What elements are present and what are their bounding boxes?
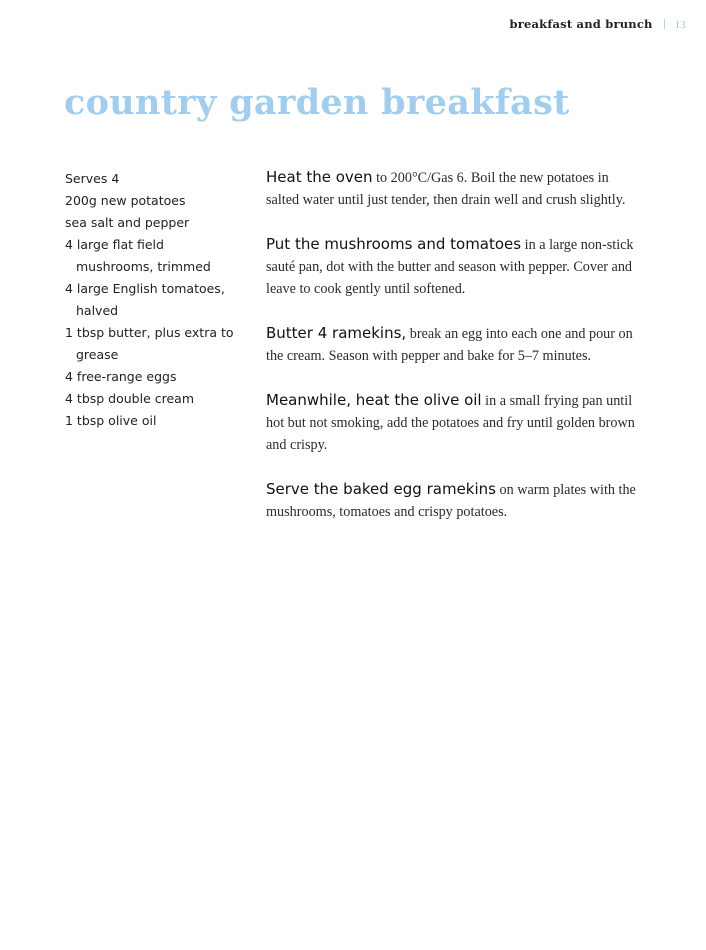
method-step (266, 389, 641, 456)
method-step (266, 322, 641, 367)
ingredient-item: 4 free-range eggs (65, 369, 177, 384)
ingredients-column (65, 168, 235, 432)
ingredient-item: 200g new potatoes (65, 193, 186, 208)
method-column (266, 166, 641, 545)
step-text: break an egg into each one and pour on the cream. Season with pepper and bake for 5–7 minutes. (266, 326, 633, 364)
step-text: to 200°C/Gas 6. Boil the new potatoes in salted water until just tender, then drain well and crush slightly. (266, 170, 626, 208)
running-header (510, 17, 686, 31)
method-step (266, 478, 641, 523)
ingredient-item: 4 tbsp double cream (65, 391, 195, 406)
step-lead: Heat the oven (266, 168, 373, 186)
step-lead: Butter 4 ramekins, (266, 324, 407, 342)
ingredient-item: 1 tbsp olive oil (65, 413, 157, 428)
ingredient-item: 4 large flat field mushrooms, trimmed (65, 237, 211, 274)
section-title: breakfast and brunch (509, 17, 653, 31)
ingredient-list (65, 190, 235, 432)
ingredient-item: sea salt and pepper (65, 215, 190, 230)
serves-label: Serves 4 (65, 171, 120, 186)
step-lead: Put the mushrooms and tomatoes (266, 235, 522, 253)
header-divider (664, 19, 665, 29)
page-number: 13 (674, 19, 686, 31)
step-text: on warm plates with the mushrooms, tomatoes and crispy potatoes. (266, 482, 636, 520)
step-lead: Serve the baked egg ramekins (266, 480, 496, 498)
method-step (266, 166, 641, 211)
ingredient-item: 1 tbsp butter, plus extra to grease (65, 325, 234, 362)
step-text: in a small frying pan until hot but not smoking, add the potatoes and fry until golden brown and crispy. (266, 393, 635, 453)
ingredient-item: 4 large English tomatoes, halved (65, 281, 225, 318)
step-lead: Meanwhile, heat the olive oil (266, 391, 482, 409)
step-text: in a large non-stick sauté pan, dot with the butter and season with pepper. Cover and leave to cook gently until softened. (266, 237, 634, 297)
recipe-title: country garden breakfast (64, 82, 570, 123)
method-step (266, 233, 641, 300)
